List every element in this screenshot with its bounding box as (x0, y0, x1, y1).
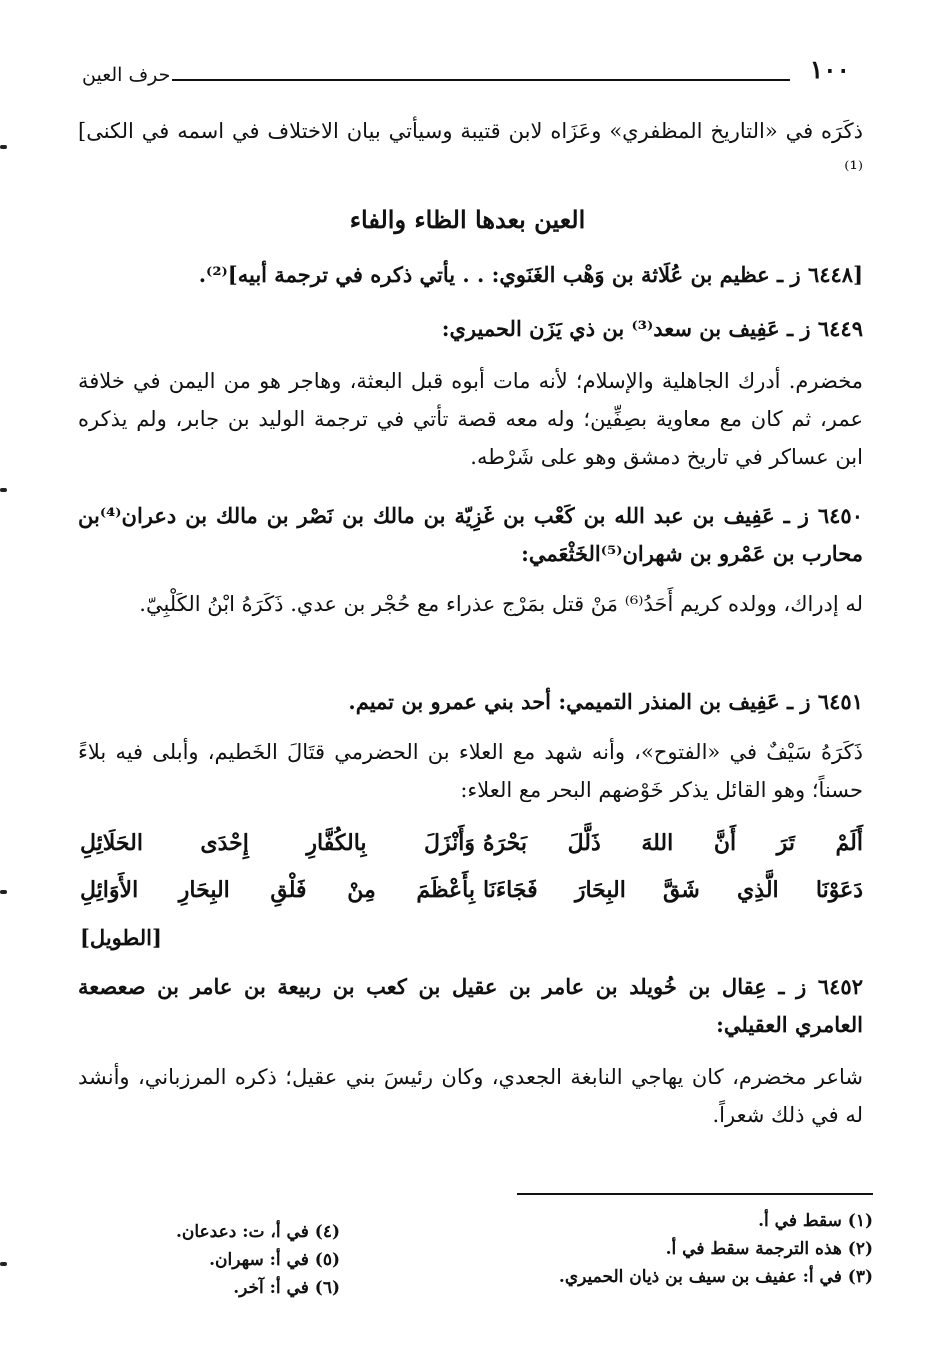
poem-meter: [الطويل] (80, 925, 162, 950)
poem-first-hemistich: دَعَوْنَا الَّذِي شَقَّ البِحَارَ فَجَاءَنَا (483, 877, 863, 903)
section-title: العين بعدها الظاء والفاء (349, 205, 586, 234)
entry-6452-body: شاعر مخضرم، كان يهاجي النابغة الجعدي، وكان رئيسَ بني عقيل؛ ذكره المرزباني، وأنشد له في ذلك شعراً. (78, 1065, 863, 1127)
scan-margin-mark (0, 145, 7, 149)
footnote-1: (١) سقط في أ. (758, 1211, 873, 1231)
entry-6450-heading: ٦٤٥٠ ز ـ عَفِيف بن عبد الله بن كَعْب بن غَزِيّة بن مالك بن نَصْر بن مالك بن دعران⁽⁴⁾بن محارب بن عَمْرو بن شهران⁽⁵⁾الخَثْعَمي: (78, 503, 863, 566)
footnotes-left-column (140, 1218, 340, 1302)
footnote-3: (٣) في أ: عفيف بن سيف بن ذيان الحميري. (558, 1267, 873, 1287)
footnote-4: (٤) في أ، ت: دعدعان. (175, 1222, 340, 1242)
footnote-6: (٦) في أ: آخر. (233, 1278, 340, 1298)
scan-margin-mark (0, 488, 7, 492)
entry-6449-heading: ٦٤٤٩ ز ـ عَفِيف بن سعد⁽³⁾ بن ذي يَزَن الحميري: (441, 316, 863, 341)
entry-6452-heading: ٦٤٥٢ ز ـ عِقال بن خُويلد بن عامر بن عقيل بن كعب بن ربيعة بن عامر بن صعصعة العامري العقيلي: (78, 974, 863, 1037)
footnotes-right-column (513, 1207, 873, 1291)
entry-6450-body: له إدراك، وولده كريم أَحَدُ⁽⁶⁾ مَنْ قتل بمَرْج عذراء مع حُجْر بن عدي. ذَكَرَهُ ابْنُ الكَلْبِيّ. (139, 592, 863, 616)
footnote-5: (٥) في أ: سهران. (209, 1250, 340, 1270)
entry-6448-heading: [٦٤٤٨ ز ـ عظيم بن عُلَاثة بن وَهْب الغَنَوي: . . يأتي ذكره في ترجمة أبيه]⁽²⁾. (198, 262, 863, 287)
poem-line (80, 830, 863, 870)
footnote-rule (517, 1193, 873, 1195)
scan-margin-mark (0, 890, 7, 894)
scan-margin-mark (0, 1262, 7, 1266)
entry-6451-body: ذَكَرَهُ سَيْفٌ في «الفتوح»، وأنه شهد مع العلاء بن الحضرمي قتَالَ الخَطيم، وأبلى فيه بلاءً حسناً؛ وهو القائل يذكر خَوْضهم البحر مع العلاء: (78, 740, 863, 802)
poem-second-hemistich: وَأَنْزَلَ بِالكُفَّارِ إِحْدَى الحَلَائِلِ (80, 830, 475, 856)
page-number: ١٠٠ (809, 55, 850, 84)
running-title: حرف العين (82, 64, 171, 86)
poem-first-hemistich: أَلَمْ تَرَ أَنَّ اللهَ ذَلَّلَ بَحْرَهُ (483, 830, 863, 856)
entry-6451-heading: ٦٤٥١ ز ـ عَفِيف بن المنذر التميمي: أحد بني عمرو بن تميم. (348, 689, 863, 714)
poem-line (80, 877, 863, 917)
entry-6449-body: مخضرم. أدرك الجاهلية والإسلام؛ لأنه مات أبوه قبل البعثة، وهاجر هو من اليمن في خلافة عمر، ثم كان مع معاوية بصِفِّين؛ وله معه قصة تأتي في ترجمة الوليد بن جابر، ولم يذكره ابن عساكر في تاريخ دمشق وهو على شَرْطه. (78, 369, 863, 469)
poem-second-hemistich: بِأَعْظَمَ مِنْ فَلْقِ البِحَارِ الأَوَائِلِ (80, 877, 475, 903)
intro-paragraph: ذكَرَه في «التاريخ المظفري» وعَزَاه لابن قتيبة وسيأتي بيان الاختلاف في اسمه في الكنى]⁽¹⁾ (78, 119, 863, 181)
header-rule (172, 79, 790, 81)
footnote-2: (٢) هذه الترجمة سقط في أ. (665, 1239, 873, 1259)
